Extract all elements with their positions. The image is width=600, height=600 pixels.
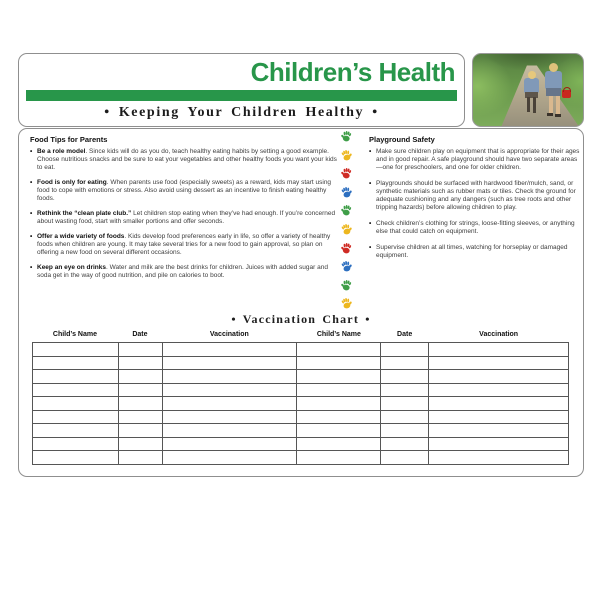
column-header-vaccination-2: Vaccination: [479, 331, 519, 338]
vaccination-table-cell: [381, 410, 428, 424]
vaccination-table-cell: [297, 437, 381, 451]
vaccination-table-cell: [428, 424, 568, 438]
vaccination-table-cell: [381, 397, 428, 411]
page-title: Children’s Health: [250, 57, 455, 87]
vaccination-table-cell: [33, 356, 119, 370]
column-header-vaccination: Vaccination: [209, 331, 249, 338]
vaccination-chart-title: • Vaccination Chart •: [231, 312, 371, 326]
playground-safety-text: Check children’s clothing for strings, loose-fitting sleeves, or anything else that could catch on equipment.: [376, 220, 575, 235]
vaccination-table-cell: [118, 370, 162, 384]
food-tip-item: [30, 210, 338, 226]
vaccination-chart-table: [32, 342, 569, 465]
vaccination-table-row: [33, 424, 569, 438]
food-tip-lead: Food is only for eating: [37, 179, 107, 186]
food-tip-text: . Kids develop food preferences early in life, so offer a variety of healthy foods when children are young. It may take several tries for a new food to gain approval, so plan on offering a new food on several different occasions.: [37, 233, 331, 256]
vaccination-table-cell: [428, 383, 568, 397]
food-tips-panel: [30, 135, 338, 287]
vaccination-table-cell: [162, 370, 297, 384]
vaccination-table-cell: [33, 410, 119, 424]
photo-red-pail: [562, 90, 571, 98]
vaccination-table-cell: [162, 356, 297, 370]
vaccination-table-cell: [297, 383, 381, 397]
vaccination-table-row: [33, 343, 569, 357]
vaccination-table-row: [33, 437, 569, 451]
photo-boy2-head: [549, 63, 558, 72]
header-card: [18, 53, 465, 127]
vaccination-table-cell: [162, 410, 297, 424]
vaccination-table-cell: [162, 451, 297, 465]
vaccination-table-cell: [118, 343, 162, 357]
vaccination-table-cell: [33, 383, 119, 397]
vaccination-table-cell: [162, 397, 297, 411]
child-handprint-icon: [339, 204, 354, 219]
food-tip-item: [30, 233, 338, 257]
content-card: [18, 128, 584, 477]
vaccination-table-cell: [118, 397, 162, 411]
vaccination-table-cell: [162, 424, 297, 438]
vaccination-table-cell: [118, 410, 162, 424]
vaccination-table-cell: [297, 356, 381, 370]
playground-safety-text: Make sure children play on equipment that is appropriate for their ages and in good repair. A safe playground should have two separate areas—one for preschoolers, and one for older children.: [376, 148, 580, 171]
vaccination-table-row: [33, 451, 569, 465]
vaccination-table-cell: [33, 451, 119, 465]
vaccination-table-cell: [428, 410, 568, 424]
handprint-icon-column: [338, 130, 356, 315]
vaccination-table-row: [33, 370, 569, 384]
playground-safety-list: [369, 148, 581, 260]
child-handprint-icon: [339, 222, 354, 237]
child-handprint-icon: [339, 296, 354, 311]
playground-safety-item: [369, 220, 581, 236]
playground-safety-panel: [369, 135, 581, 268]
playground-safety-item: [369, 244, 581, 260]
vaccination-table-cell: [33, 343, 119, 357]
vaccination-table-cell: [428, 397, 568, 411]
vaccination-chart-headers: [32, 331, 569, 338]
vaccination-table-cell: [381, 437, 428, 451]
child-handprint-icon: [339, 129, 354, 144]
tagline: • Keeping Your Children Healthy •: [104, 105, 379, 120]
vaccination-table-cell: [118, 424, 162, 438]
child-handprint-icon: [339, 166, 354, 181]
food-tip-item: [30, 148, 338, 172]
vaccination-table-cell: [297, 343, 381, 357]
playground-safety-heading: Playground Safety: [369, 135, 435, 144]
food-tip-lead: Keep an eye on drinks: [37, 264, 106, 271]
vaccination-table-cell: [381, 451, 428, 465]
vaccination-table-cell: [381, 370, 428, 384]
column-header-date: Date: [132, 331, 148, 338]
food-tip-text: Let children stop eating when they’ve had enough. If you’re concerned about wasting food, start with smaller portions and offer seconds.: [37, 210, 336, 225]
vaccination-table-cell: [428, 356, 568, 370]
vaccination-table-cell: [33, 397, 119, 411]
vaccination-table-cell: [118, 437, 162, 451]
vaccination-table-cell: [381, 343, 428, 357]
vaccination-table-cell: [297, 424, 381, 438]
playground-safety-text: Supervise children at all times, watching for horseplay or damaged equipment.: [376, 244, 568, 259]
vaccination-table-cell: [118, 356, 162, 370]
vaccination-table-row: [33, 410, 569, 424]
vaccination-table-cell: [33, 370, 119, 384]
food-tip-text: . Since kids will do as you do, teach healthy eating habits by setting a good example. Choose nutritious snacks and be sure to eat your vegetables and other healthy foods you want your kids to eat.: [37, 148, 337, 171]
vaccination-table-cell: [33, 424, 119, 438]
playground-safety-item: [369, 180, 581, 212]
vaccination-table-cell: [33, 437, 119, 451]
vaccination-table-cell: [162, 343, 297, 357]
child-handprint-icon: [339, 278, 354, 293]
food-tips-list: [30, 148, 338, 280]
vaccination-table-row: [33, 397, 569, 411]
food-tip-text: . When parents use food (especially sweets) as a reward, kids may start using food to cope with emotions or stress. Also avoid using dessert as an incentive to finish eating healthy foods.: [37, 179, 332, 202]
vaccination-table-cell: [297, 451, 381, 465]
vaccination-table-cell: [118, 451, 162, 465]
food-tips-heading: Food Tips for Parents: [30, 135, 108, 144]
vaccination-table-cell: [162, 383, 297, 397]
child-handprint-icon: [339, 259, 354, 274]
vaccination-table-row: [33, 383, 569, 397]
playground-safety-item: [369, 148, 581, 172]
child-handprint-icon: [339, 147, 354, 162]
food-tip-text: . Water and milk are the best drinks for children. Juices with added sugar and soda get in the way of good nutrition, and pile on calories to boot.: [37, 264, 328, 279]
food-tip-item: [30, 179, 338, 203]
vaccination-table-cell: [428, 343, 568, 357]
vaccination-table-cell: [297, 397, 381, 411]
vaccination-table-cell: [162, 437, 297, 451]
vaccination-table-body: [33, 343, 569, 465]
child-handprint-icon: [339, 185, 354, 200]
photo-boy1-head: [528, 71, 536, 79]
vaccination-table-cell: [118, 383, 162, 397]
vaccination-table-cell: [428, 370, 568, 384]
vaccination-table-cell: [381, 356, 428, 370]
green-divider-bar: [26, 90, 457, 101]
children-walking-photo: [472, 53, 584, 127]
food-tip-item: [30, 264, 338, 280]
column-header-childs-name: Child’s Name: [52, 331, 97, 338]
vaccination-table-row: [33, 356, 569, 370]
vaccination-table-cell: [297, 370, 381, 384]
vaccination-table-cell: [428, 451, 568, 465]
food-tip-lead: Rethink the “clean plate club.”: [37, 210, 132, 217]
vaccination-table-cell: [381, 424, 428, 438]
vaccination-table-cell: [297, 410, 381, 424]
food-tip-lead: Offer a wide variety of foods: [37, 233, 125, 240]
child-handprint-icon: [339, 241, 354, 256]
column-header-date-2: Date: [397, 331, 413, 338]
vaccination-table-cell: [428, 437, 568, 451]
vaccination-table-cell: [381, 383, 428, 397]
food-tip-lead: Be a role model: [37, 148, 86, 155]
playground-safety-text: Playgrounds should be surfaced with hardwood fiber/mulch, sand, or synthetic materials such as rubber mats or tiles. Check the ground for adequate cushioning and any dangers (such as tree roots and other tripping hazards) before allowing children to play.: [376, 180, 576, 211]
column-header-childs-name-2: Child’s Name: [316, 331, 361, 338]
